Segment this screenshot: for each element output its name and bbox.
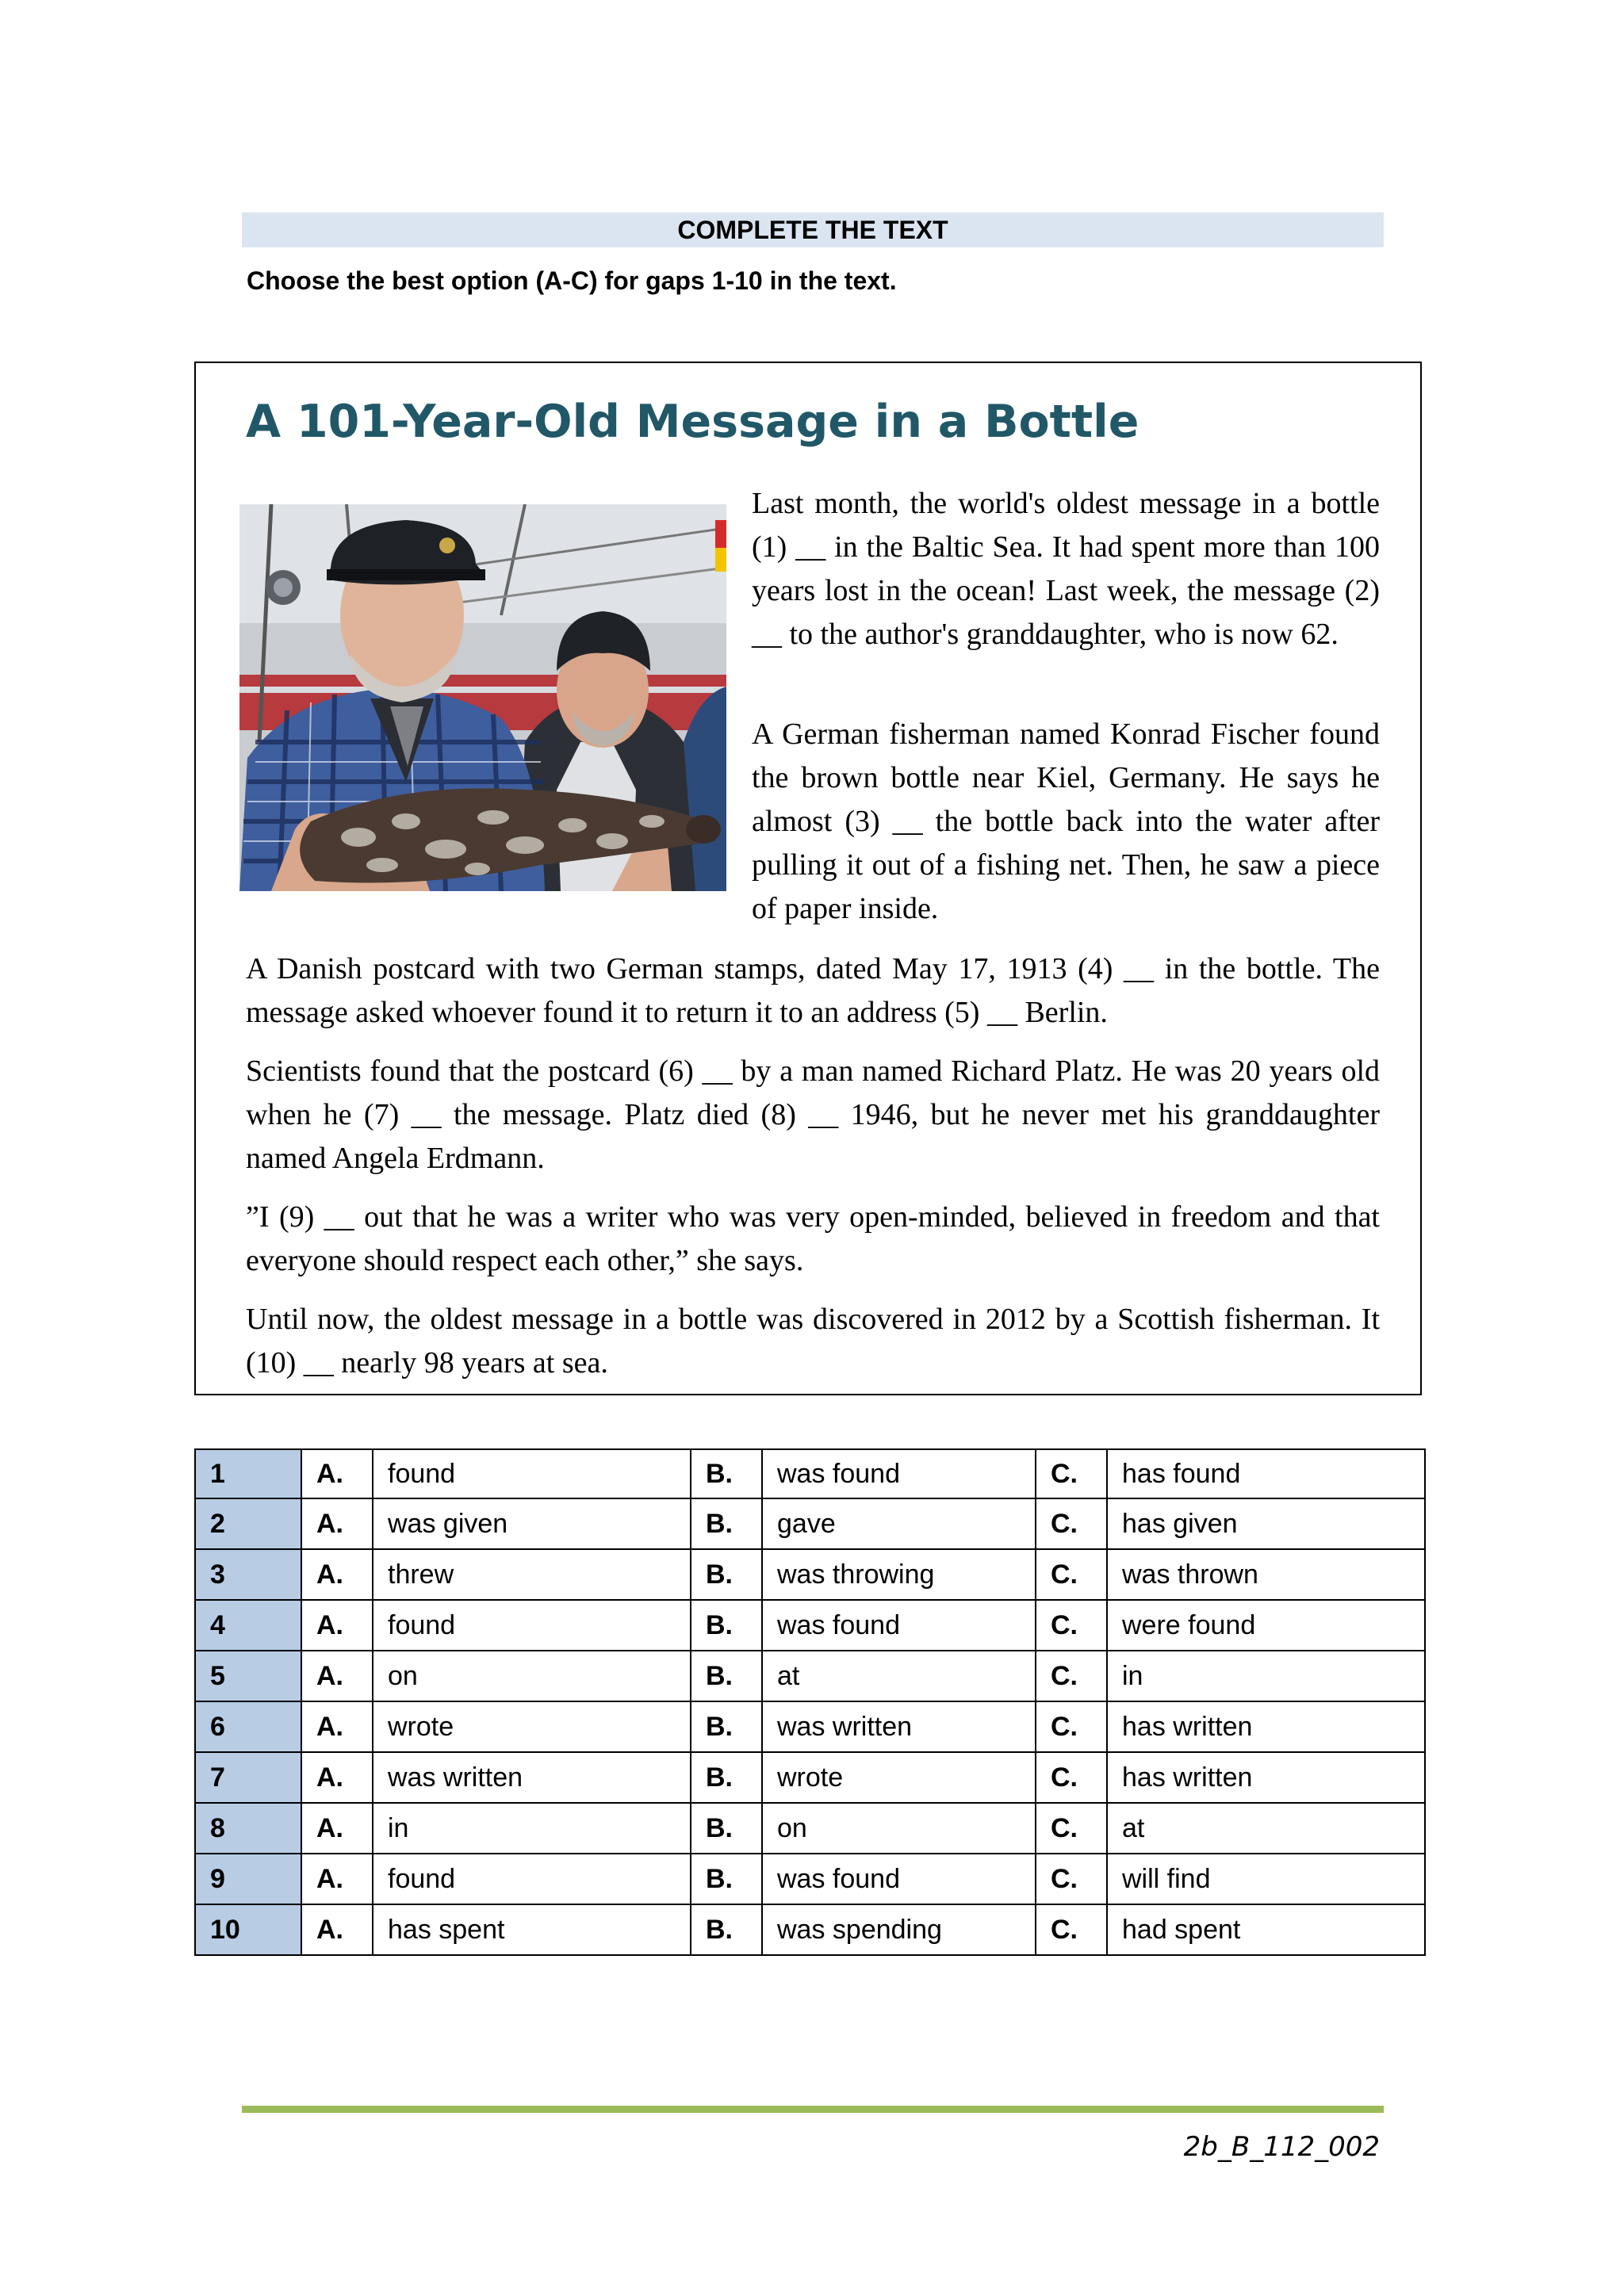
paragraph-1: Last month, the world's oldest message in a bottle (1) __ in the Baltic Sea. It had spent more than 100 years lost in the ocean! Last week, the message (2) __ to the author's granddaughter, who is now 62. (752, 487, 1380, 651)
footer-code: 2b_B_112_002 (1183, 2131, 1380, 2163)
option-a: was given (373, 1498, 691, 1549)
letter-b: B. (691, 1449, 762, 1498)
option-b: wrote (762, 1752, 1036, 1803)
option-a: on (373, 1651, 691, 1701)
option-b: gave (762, 1498, 1036, 1549)
option-row-5 (195, 1651, 1425, 1701)
option-row-2 (195, 1498, 1425, 1549)
option-b: was found (762, 1449, 1036, 1498)
option-c: at (1107, 1803, 1425, 1854)
option-b: was written (762, 1701, 1036, 1752)
options-table (194, 1448, 1426, 1956)
letter-c: C. (1036, 1549, 1107, 1600)
option-c: has written (1107, 1701, 1425, 1752)
letter-c: C. (1036, 1904, 1107, 1955)
letter-c: C. (1036, 1600, 1107, 1651)
gap-number: 8 (195, 1803, 301, 1854)
letter-c: C. (1036, 1701, 1107, 1752)
letter-a: A. (301, 1854, 373, 1904)
option-b: was throwing (762, 1549, 1036, 1600)
letter-a: A. (301, 1904, 373, 1955)
option-a: has spent (373, 1904, 691, 1955)
letter-a: A. (301, 1752, 373, 1803)
option-a: in (373, 1803, 691, 1854)
letter-a: A. (301, 1498, 373, 1549)
gap-number: 5 (195, 1651, 301, 1701)
letter-a: A. (301, 1803, 373, 1854)
section-header (242, 212, 1384, 247)
option-a: wrote (373, 1701, 691, 1752)
option-b: was found (762, 1600, 1036, 1651)
option-c: had spent (1107, 1904, 1425, 1955)
option-b: on (762, 1803, 1036, 1854)
letter-b: B. (691, 1498, 762, 1549)
option-row-10 (195, 1904, 1425, 1955)
letter-a: A. (301, 1701, 373, 1752)
letter-b: B. (691, 1549, 762, 1600)
option-c: has written (1107, 1752, 1425, 1803)
gap-number: 7 (195, 1752, 301, 1803)
option-c: was thrown (1107, 1549, 1425, 1600)
letter-c: C. (1036, 1651, 1107, 1701)
option-row-1 (195, 1449, 1425, 1498)
letter-b: B. (691, 1701, 762, 1752)
option-row-4 (195, 1600, 1425, 1651)
letter-c: C. (1036, 1803, 1107, 1854)
option-b: was found (762, 1854, 1036, 1904)
paragraph-6: Until now, the oldest message in a bottle was discovered in 2012 by a Scottish fisherman. It (10) __ nearly 98 years at sea. (246, 1303, 1380, 1380)
option-c: has found (1107, 1449, 1425, 1498)
option-row-9 (195, 1854, 1425, 1904)
paragraph-2: A German fisherman named Konrad Fischer found the brown bottle near Kiel, Germany. He says he almost (3) __ the bottle back into the water after pulling it out of a fishing net. Then, he saw a piece of paper inside. (752, 718, 1380, 925)
letter-b: B. (691, 1854, 762, 1904)
gap-number: 1 (195, 1449, 301, 1498)
section-title: COMPLETE THE TEXT (677, 216, 948, 244)
option-c: were found (1107, 1600, 1425, 1651)
gap-number: 4 (195, 1600, 301, 1651)
letter-b: B. (691, 1600, 762, 1651)
option-a: was written (373, 1752, 691, 1803)
gap-number: 3 (195, 1549, 301, 1600)
letter-a: A. (301, 1651, 373, 1701)
gap-number: 10 (195, 1904, 301, 1955)
letter-a: A. (301, 1549, 373, 1600)
letter-b: B. (691, 1752, 762, 1803)
option-row-6 (195, 1701, 1425, 1752)
paragraph-3: A Danish postcard with two German stamps, dated May 17, 1913 (4) __ in the bottle. The message asked whoever found it to return it to an address (5) __ Berlin. (246, 952, 1380, 1029)
option-row-8 (195, 1803, 1425, 1854)
letter-c: C. (1036, 1449, 1107, 1498)
option-c: will find (1107, 1854, 1425, 1904)
letter-b: B. (691, 1904, 762, 1955)
paragraph-4: Scientists found that the postcard (6) __ by a man named Richard Platz. He was 20 years old when he (7) __ the message. Platz died (8) __ 1946, but he never met his granddaughter named Angela Erdmann. (246, 1054, 1380, 1175)
letter-b: B. (691, 1803, 762, 1854)
option-a: found (373, 1600, 691, 1651)
option-a: found (373, 1854, 691, 1904)
letter-a: A. (301, 1600, 373, 1651)
letter-c: C. (1036, 1498, 1107, 1549)
gap-number: 9 (195, 1854, 301, 1904)
option-row-7 (195, 1752, 1425, 1803)
option-c: has given (1107, 1498, 1425, 1549)
letter-a: A. (301, 1449, 373, 1498)
option-row-3 (195, 1549, 1425, 1600)
option-a: found (373, 1449, 691, 1498)
fishermen-photo (239, 504, 726, 891)
option-b: at (762, 1651, 1036, 1701)
letter-c: C. (1036, 1752, 1107, 1803)
footer-line (242, 2106, 1384, 2113)
article-title: A 101-Year-Old Message in a Bottle (246, 396, 1139, 448)
option-a: threw (373, 1549, 691, 1600)
option-b: was spending (762, 1904, 1036, 1955)
paragraph-5: ”I (9) __ out that he was a writer who was very open-minded, believed in freedom and that everyone should respect each other,” she says. (246, 1200, 1380, 1277)
letter-b: B. (691, 1651, 762, 1701)
gap-number: 6 (195, 1701, 301, 1752)
letter-c: C. (1036, 1854, 1107, 1904)
instructions: Choose the best option (A-C) for gaps 1-10 in the text. (247, 266, 897, 295)
option-c: in (1107, 1651, 1425, 1701)
gap-number: 2 (195, 1498, 301, 1549)
